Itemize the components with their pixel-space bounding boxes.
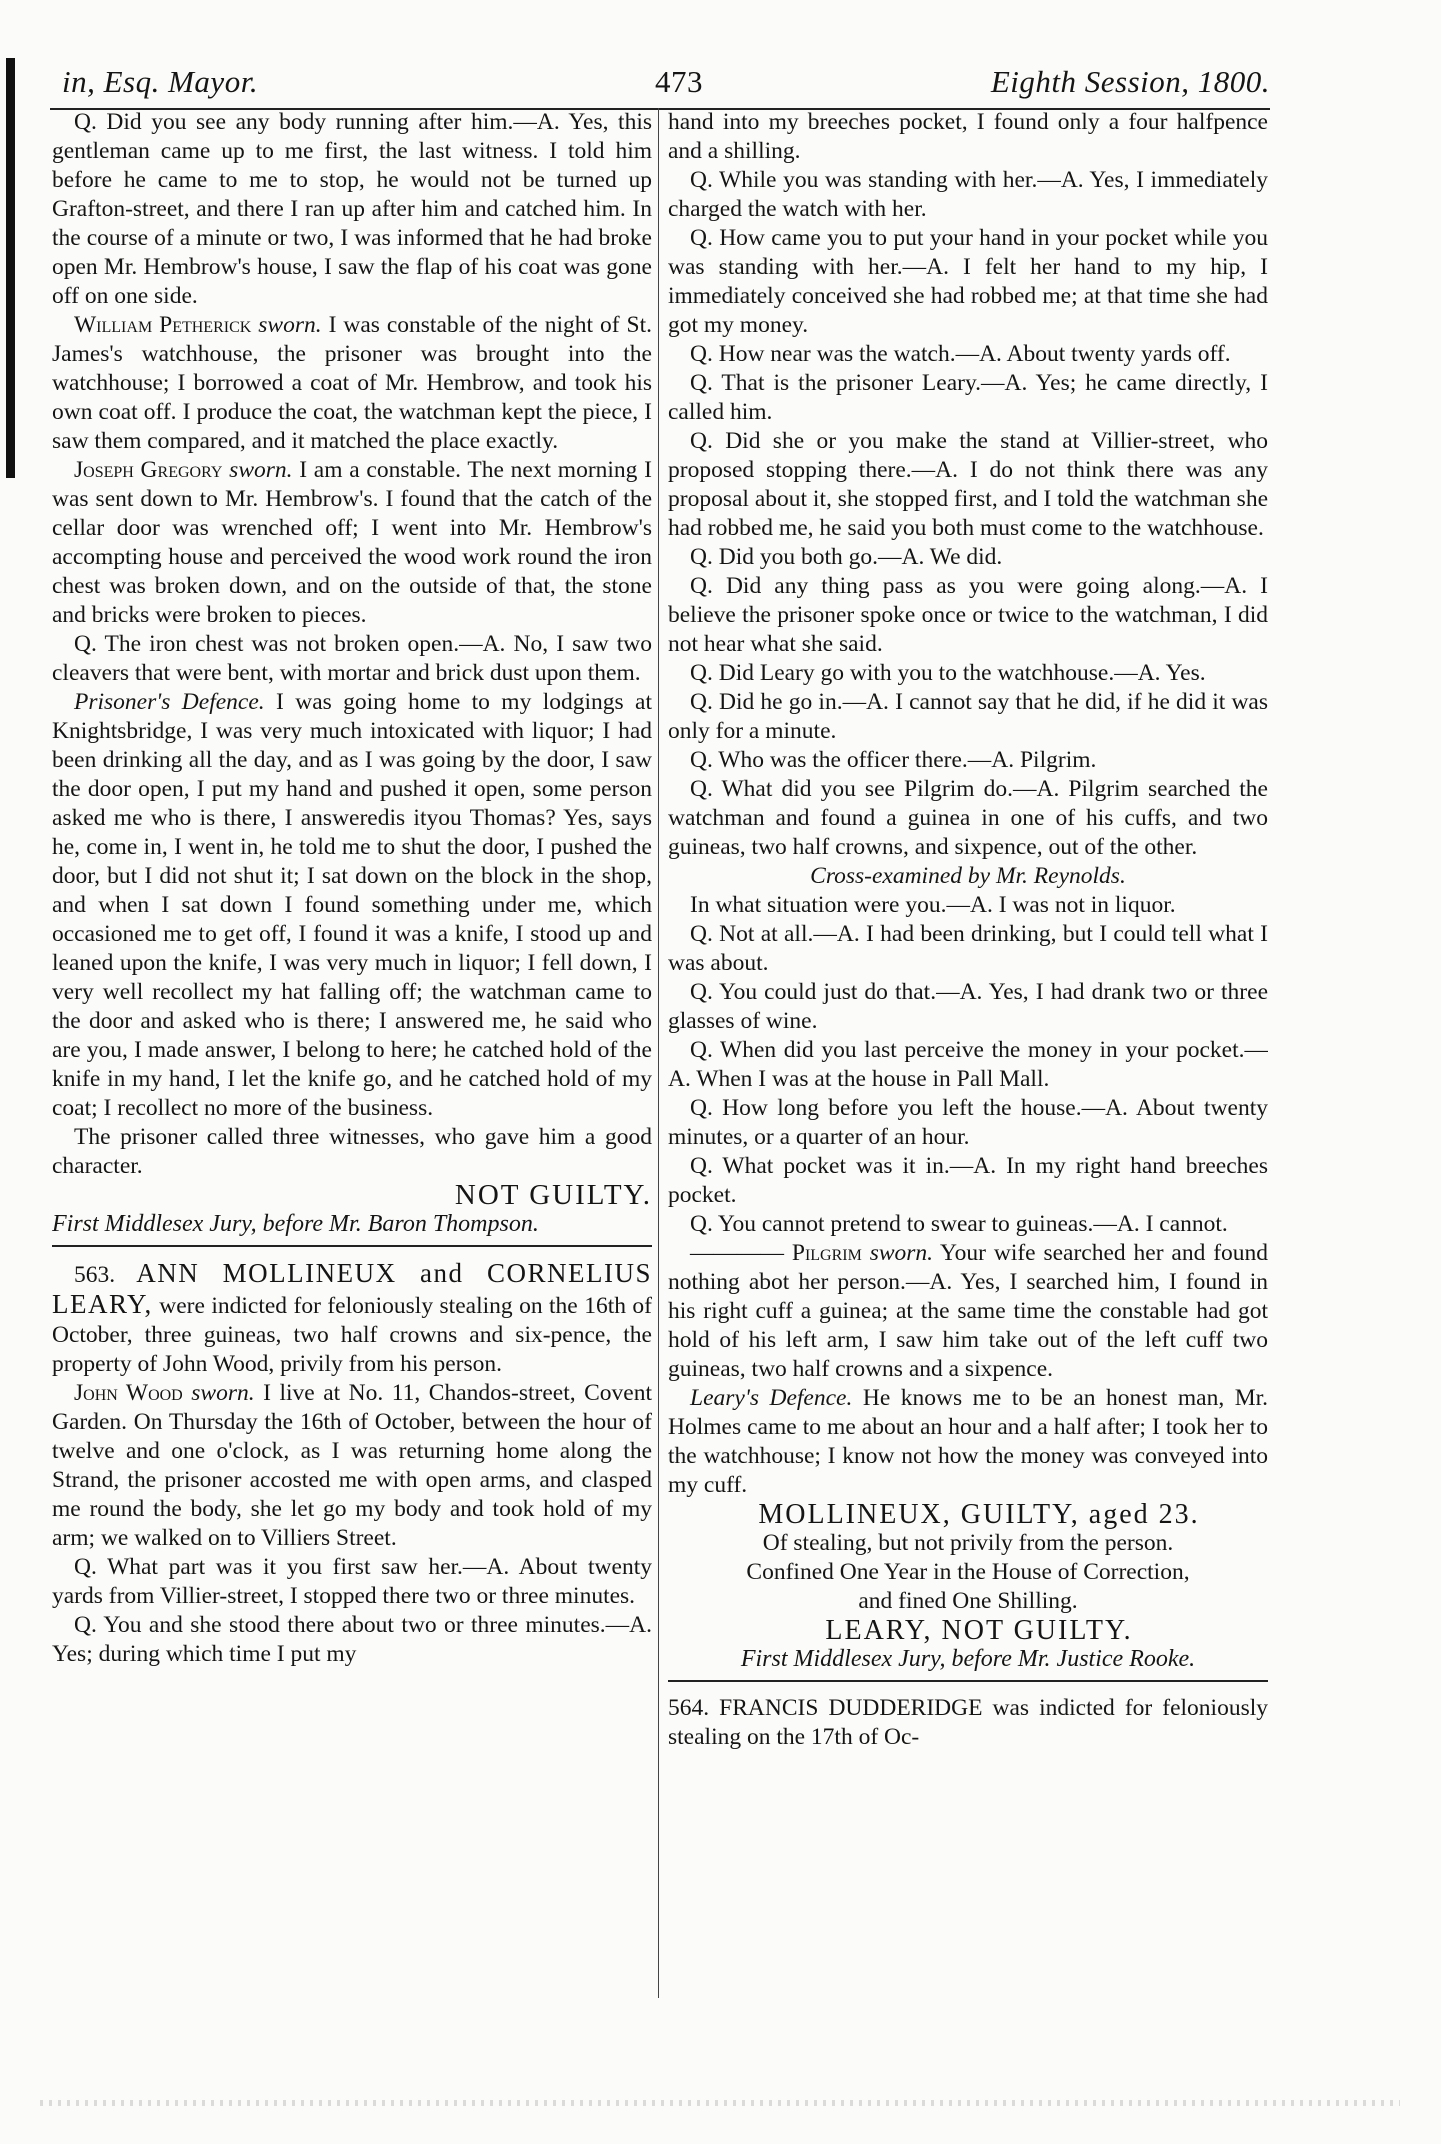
- verdict: LEARY, NOT GUILTY.: [825, 1615, 1133, 1646]
- verdict: NOT GUILTY.: [454, 1179, 652, 1211]
- paragraph: Q. Did you see any body running after him.—A. Yes, this gentleman came up to me first, the last witness. I told him before he came to me to stop, he would not be turned up Grafton-street, and there I ran up after him and catched him. In the course of a minute or two, I was informed that he had broke open Mr. Hembrow's house, I saw the flap of his coat was gone off on one side.: [52, 109, 652, 309]
- paragraph: Q. You cannot pretend to swear to guineas.—A. I cannot.: [690, 1211, 1228, 1237]
- case-heading: [52, 1259, 652, 1379]
- paragraph: Q. What part was it you first saw her.—A. About twenty yards from Villier-street, I stopped there two or three minutes.: [52, 1554, 652, 1609]
- paragraph: Q. Did she or you make the stand at Villier-street, who proposed stopping there.—A. I do not think there was any proposal about it, she stopped first, and I told the watchman she had robbed me, he said you both must come to the watchhouse.: [668, 428, 1268, 541]
- margin-bar: [6, 58, 15, 478]
- paragraph: [52, 456, 652, 630]
- page-header: [50, 58, 1270, 110]
- testimony: I live at No. 11, Chandos-street, Covent Garden. On Thursday the 16th of October, between the hour of twelve and one o'clock, as I was returning home along the Strand, the prisoner accosted me with open arms, and clasped me round the body, she let go my body and took hold of my arm; we walked on to Villiers Street.: [52, 1380, 652, 1551]
- paragraph: The prisoner called three witnesses, who gave him a good character.: [52, 1124, 652, 1179]
- defence-text: I was going home to my lodgings at Knightsbridge, I was very much intoxicated with liquor; I had been drinking all the day, and as I was going by the door, I saw the door open, I put my hand and pushed it open, some person asked me who is there, I answeredis ityou Thomas? Yes, says he, come in, I went in, he told me to shut the door, I pushed the door, but I did not shut it; I sat down on the block in the shop, and when I sat down I found something under me, which occasioned me to get off, I found it was a knife, I stood up and leaned upon the knife, I was very much in liquor; I fell down, I very well recollect my hat falling off; the watchman came to the door and asked who is there; I answered me, he said who are you, I made answer, I belong to here; he catched hold of the knife in my hand, I let the knife go, and he catched hold of my coat; I recollect no more of the business.: [52, 689, 652, 1121]
- witness-name: John Wood: [74, 1380, 183, 1406]
- sentence-line: Of stealing, but not privily from the person.: [762, 1530, 1174, 1556]
- defence-label: Prisoner's Defence.: [74, 689, 265, 715]
- paragraph: Q. Not at all.—A. I had been drinking, but I could tell what I was about.: [668, 921, 1268, 976]
- header-left: in, Esq. Mayor.: [62, 64, 259, 99]
- defence-text: He knows me to be an honest man, Mr. Holmes came to me about an hour and a half after; I took her to the watchhouse; I know not how the money was conveyed into my cuff.: [668, 1385, 1268, 1498]
- sworn-label: sworn.: [869, 1240, 934, 1266]
- sentence-line: Confined One Year in the House of Correction,: [746, 1559, 1190, 1585]
- paragraph: Q. That is the prisoner Leary.—A. Yes; he came directly, I called him.: [668, 370, 1268, 425]
- sworn-label: sworn.: [191, 1380, 255, 1406]
- paragraph: Q. Did Leary go with you to the watchhouse.—A. Yes.: [690, 660, 1206, 686]
- paragraph: Q. You could just do that.—A. Yes, I had drank two or three glasses of wine.: [668, 979, 1268, 1034]
- sworn-label: sworn.: [258, 312, 322, 338]
- jury-line: First Middlesex Jury, before Mr. Justice Rooke.: [668, 1645, 1268, 1682]
- paragraph: Q. Did any thing pass as you were going along.—A. I believe the prisoner spoke once or twice to the watchman, I did not hear what she said.: [668, 573, 1268, 657]
- paragraph: [668, 1384, 1268, 1500]
- cross-examination-heading: Cross-examined by Mr. Reynolds.: [810, 863, 1126, 889]
- paragraph: Q. What pocket was it in.—A. In my right hand breeches pocket.: [668, 1153, 1268, 1208]
- paragraph: Q. While you was standing with her.—A. Yes, I immediately charged the watch with her.: [668, 167, 1268, 222]
- page-number: 473: [655, 64, 703, 99]
- column-divider: [658, 108, 659, 1998]
- paragraph: In what situation were you.—A. I was not in liquor.: [690, 892, 1176, 918]
- jury-line: First Middlesex Jury, before Mr. Baron Thompson.: [52, 1210, 652, 1247]
- paragraph: Q. How near was the watch.—A. About twenty yards off.: [690, 341, 1231, 367]
- paragraph: [52, 311, 652, 456]
- paragraph: Q. Did he go in.—A. I cannot say that he did, if he did it was only for a minute.: [668, 689, 1268, 744]
- defence-label: Leary's Defence.: [690, 1385, 853, 1411]
- testimony: I am a constable. The next morning I was sent down to Mr. Hembrow's. I found that the catch of the cellar door was wrenched off; I went into Mr. Hembrow's accompting house and perceived the wood work round the iron chest was broken down, and on the outside of that, the stone and bricks were broken to pieces.: [52, 457, 652, 628]
- paragraph: [52, 688, 652, 1123]
- paragraph: hand into my breeches pocket, I found only a four halfpence and a shilling.: [668, 109, 1268, 164]
- paragraph: Q. Who was the officer there.—A. Pilgrim.: [690, 747, 1097, 773]
- right-column: [668, 108, 1268, 2028]
- left-column: [52, 108, 652, 2028]
- paragraph: Q. When did you last perceive the money in your pocket.—A. When I was at the house in Pall Mall.: [668, 1037, 1268, 1092]
- paragraph: Q. How long before you left the house.—A. About twenty minutes, or a quarter of an hour.: [668, 1095, 1268, 1150]
- paragraph: Q. The iron chest was not broken open.—A. No, I saw two cleavers that were bent, with mortar and brick dust upon them.: [52, 631, 652, 686]
- sworn-label: sworn.: [229, 457, 293, 483]
- paragraph: [52, 1379, 652, 1553]
- header-right: Eighth Session, 1800.: [990, 64, 1270, 99]
- case-text: were indicted for feloniously stealing on the 16th of October, three guineas, two half crowns and six-pence, the property of John Wood, privily from his person.: [52, 1293, 652, 1377]
- sentence-line: and fined One Shilling.: [858, 1588, 1078, 1614]
- paragraph: Q. You and she stood there about two or three minutes.—A. Yes; during which time I put my: [52, 1612, 652, 1667]
- paragraph: Q. How came you to put your hand in your pocket while you was standing with her.—A. I felt her hand to my hip, I immediately conceived she had robbed me; at that time she had got my money.: [668, 225, 1268, 338]
- paragraph: ———— Pilgrim sworn. Your wife searched her and found nothing abot her person.—A. Yes, I searched him, I found in his right cuff a guinea; at the same time the constable had got hold of his left arm, I saw him take out of the left cuff two guineas, two half crowns and a sixpence.: [668, 1240, 1268, 1382]
- paragraph: Q. What did you see Pilgrim do.—A. Pilgrim searched the watchman and found a guinea in one of his cuffs, and two guineas, two half crowns, and sixpence, out of the other.: [668, 776, 1268, 860]
- witness-name: Pilgrim: [791, 1240, 862, 1266]
- paragraph: Q. Did you both go.—A. We did.: [690, 544, 1003, 570]
- witness-name: Joseph Gregory: [74, 457, 223, 483]
- verdict: MOLLINEUX, GUILTY, aged 23.: [758, 1499, 1200, 1530]
- next-case: 564. FRANCIS DUDDERIDGE was indicted for feloniously stealing on the 17th of Oc-: [668, 1695, 1268, 1750]
- case-names: ANN MOLLINEUX and CORNELIUS LEARY,: [52, 1258, 652, 1319]
- case-number: 563.: [74, 1262, 116, 1288]
- witness-name: William Petherick: [74, 312, 252, 338]
- testimony: Your wife searched her and found nothing abot her person.—A. Yes, I searched him, I found in his right cuff a guinea; at the same time the constable had got hold of his left arm, I saw him take out of the left cuff two guineas, two half crowns and a sixpence.: [668, 1240, 1268, 1382]
- scan-noise: [40, 2100, 1400, 2106]
- testimony: I was constable of the night of St. James's watchhouse, the prisoner was brought into the watchhouse; I borrowed a coat of Mr. Hembrow, and took his own coat off. I produce the coat, the watchman kept the piece, I saw them compared, and it matched the place exactly.: [52, 312, 652, 454]
